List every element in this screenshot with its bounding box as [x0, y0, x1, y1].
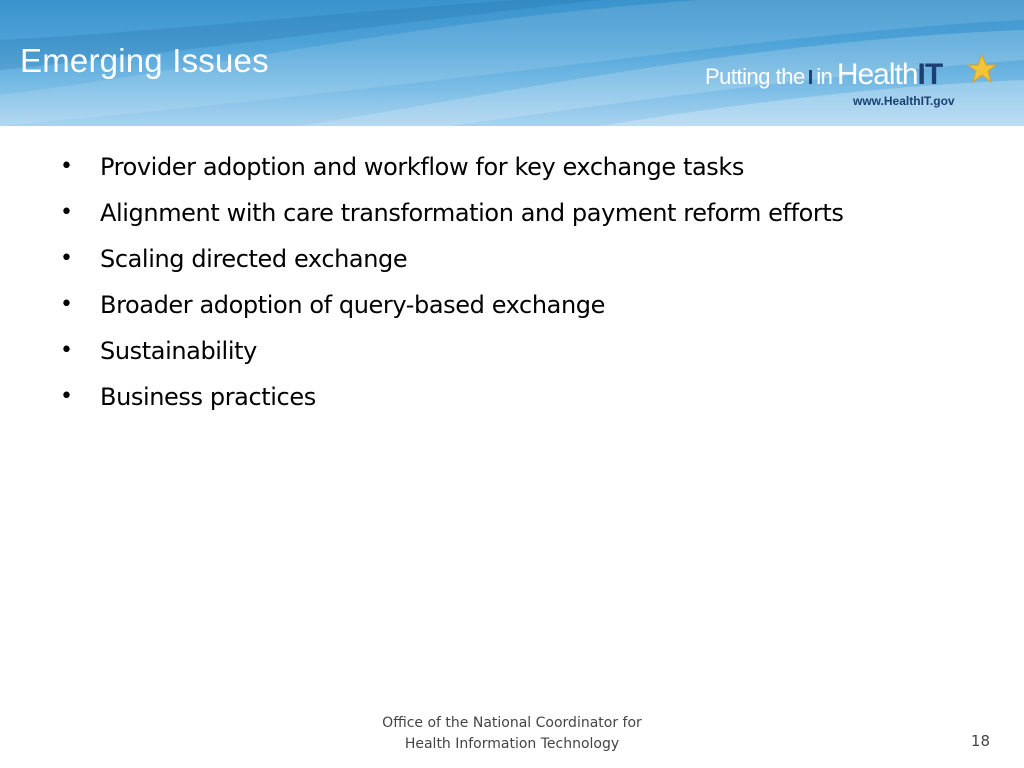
bullet-text: Alignment with care transformation and payment reform efforts	[100, 199, 844, 227]
bullet-text: Broader adoption of query-based exchange	[100, 291, 605, 319]
bullet-text: Provider adoption and workflow for key exchange tasks	[100, 153, 744, 181]
bullet-item	[60, 150, 1000, 196]
bullet-glyph: •	[60, 246, 73, 271]
bullet-glyph: •	[60, 384, 73, 409]
bullet-list	[60, 150, 1000, 426]
logo-wordmark	[705, 58, 942, 92]
bullet-glyph: •	[60, 338, 73, 363]
slide-header	[0, 0, 1024, 126]
star-icon	[967, 54, 997, 84]
bullet-item	[60, 196, 1000, 242]
footer-org-line-1: Office of the National Coordinator for	[382, 715, 642, 731]
footer-organization	[362, 713, 662, 755]
logo-word-in: in	[816, 64, 833, 89]
logo-word-it: IT	[917, 58, 943, 91]
bullet-glyph: •	[60, 154, 73, 179]
bullet-glyph: •	[60, 292, 73, 317]
logo-url: www.HealthIT.gov	[853, 94, 955, 108]
bullet-text: Sustainability	[100, 337, 257, 365]
logo-word-putting: Putting the	[705, 64, 805, 89]
bullet-text: Business practices	[100, 383, 316, 411]
bullet-item	[60, 380, 1000, 426]
page-number: 18	[970, 732, 990, 750]
bullet-item	[60, 242, 1000, 288]
bullet-item	[60, 334, 1000, 380]
bullet-item	[60, 288, 1000, 334]
logo-letter-i: I	[807, 67, 814, 89]
slide-title: Emerging Issues	[20, 42, 269, 79]
bullet-glyph: •	[60, 200, 73, 225]
footer-org-line-2: Health Information Technology	[404, 736, 620, 752]
healthit-logo	[705, 52, 1005, 112]
logo-word-health: Health	[836, 58, 918, 91]
bullet-text: Scaling directed exchange	[100, 245, 408, 273]
